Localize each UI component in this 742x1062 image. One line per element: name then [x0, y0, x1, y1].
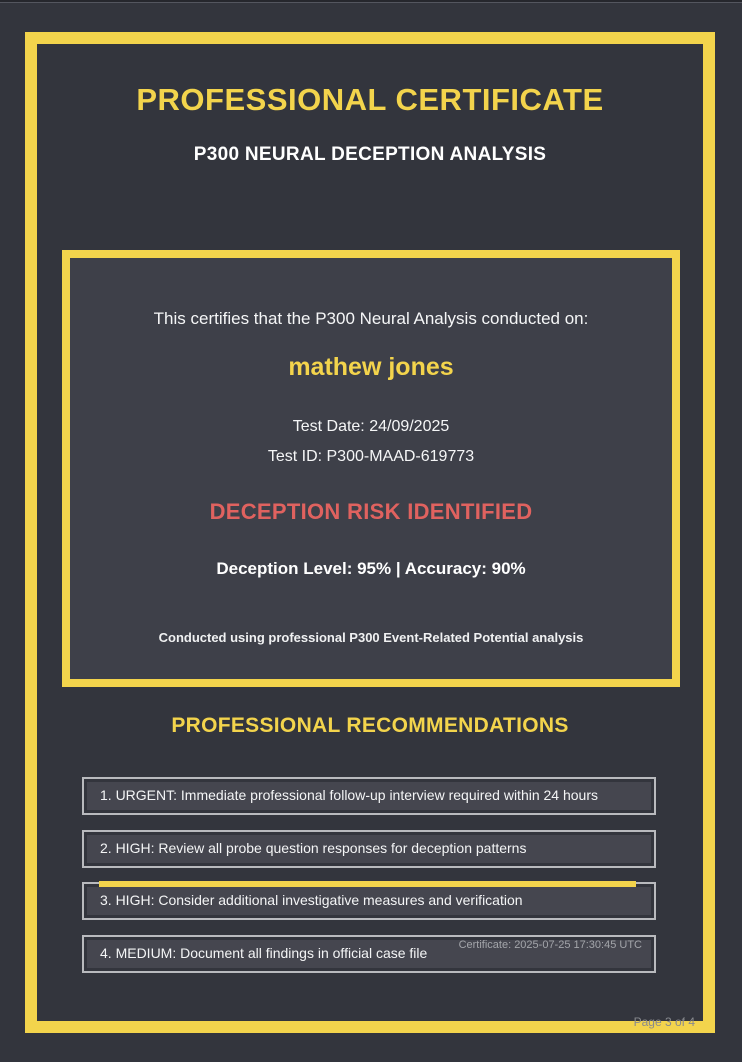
page-title: PROFESSIONAL CERTIFICATE	[136, 82, 604, 117]
recommendation-text-2: 2. HIGH: Review all probe question responses for deception patterns	[87, 835, 651, 863]
certificate-outer-frame	[25, 32, 715, 1033]
window-top-divider	[0, 2, 742, 3]
test-date: Test Date: 24/09/2025	[292, 418, 450, 435]
recommendation-item-4	[82, 935, 656, 973]
page-number: Page 3 of 4	[633, 1015, 695, 1029]
recommendation-text-4: 4. MEDIUM: Document all findings in official case file	[87, 940, 651, 968]
certificate-timestamp: Certificate: 2025-07-25 17:30:45 UTC	[458, 939, 642, 951]
recommendations-heading: PROFESSIONAL RECOMMENDATIONS	[171, 714, 569, 737]
method-note: Conducted using professional P300 Event-Related Potential analysis	[158, 630, 584, 645]
certify-statement: This certifies that the P300 Neural Analysis conducted on:	[153, 309, 589, 328]
risk-status: DECEPTION RISK IDENTIFIED	[209, 499, 533, 524]
certificate-details-panel	[62, 250, 680, 687]
subject-name: mathew jones	[288, 353, 454, 381]
recommendation-item-2	[82, 830, 656, 868]
recommendation-text-1: 1. URGENT: Immediate professional follow-up interview required within 24 hours	[87, 782, 651, 810]
recommendation-item-3	[82, 882, 656, 920]
accent-stripe	[99, 881, 636, 887]
test-id: Test ID: P300-MAAD-619773	[267, 448, 475, 465]
recommendation-item-1	[82, 777, 656, 815]
deception-metrics: Deception Level: 95% | Accuracy: 90%	[216, 559, 526, 578]
page-subtitle: P300 NEURAL DECEPTION ANALYSIS	[193, 144, 547, 165]
certificate-content	[37, 44, 703, 1021]
recommendation-text-3: 3. HIGH: Consider additional investigative measures and verification	[87, 887, 651, 915]
